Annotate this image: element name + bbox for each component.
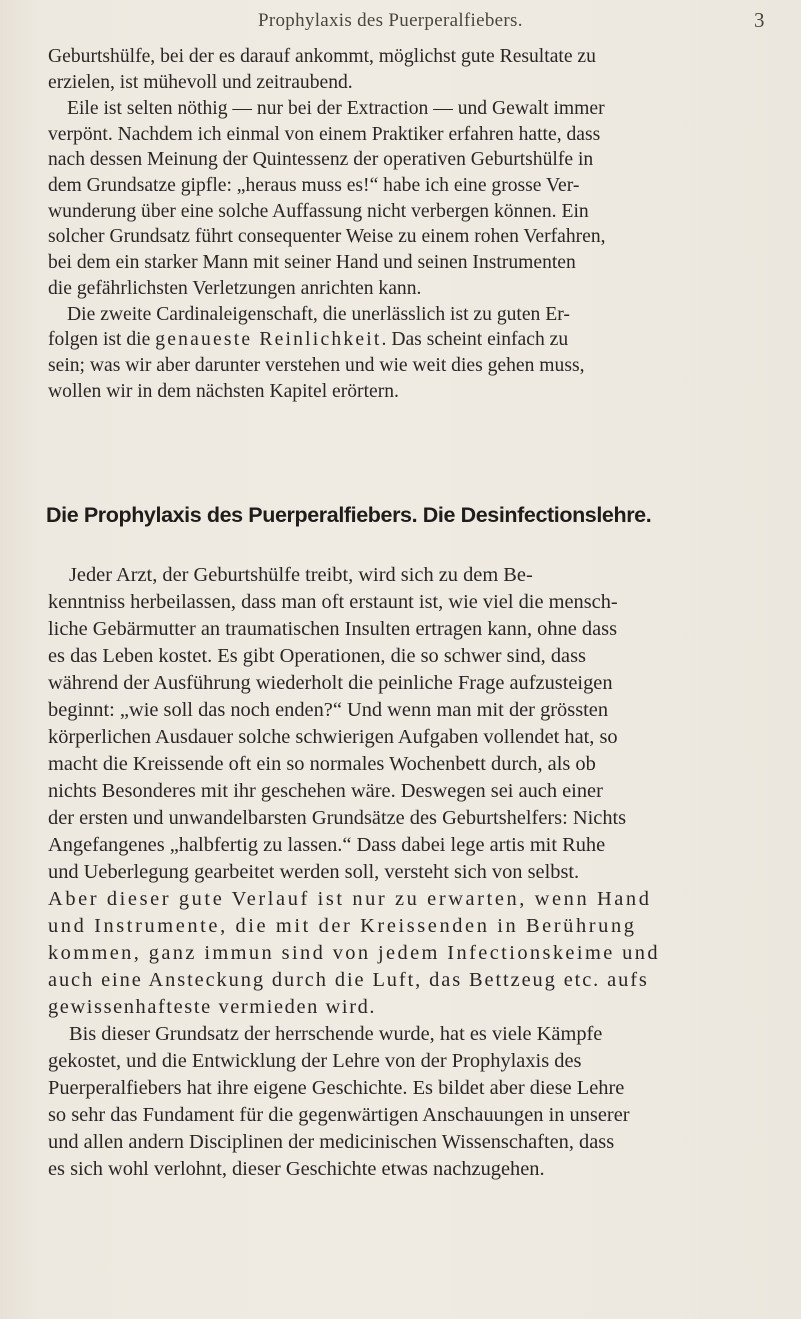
text-line: wollen wir in dem nächsten Kapitel erörtern.	[48, 381, 399, 402]
text-line: beginnt: „wie soll das noch enden?“ Und wenn man mit der grössten	[48, 699, 609, 721]
text-line	[48, 328, 568, 352]
text-line: dem Grundsatze gipfle: „heraus muss es!“ habe ich eine grosse Ver-	[48, 175, 580, 196]
text-line: erzielen, ist mühevoll und zeitraubend.	[48, 72, 353, 93]
text-line: verpönt. Nachdem ich einmal von einem Praktiker erfahren hatte, dass	[48, 124, 601, 145]
text-line: so sehr das Fundament für die gegenwärtigen Anschauungen in unserer	[48, 1104, 630, 1126]
text-line: und Ueberlegung gearbeitet werden soll, versteht sich von selbst.	[48, 861, 580, 883]
emphasized-line: kommen, ganz immun sind von jedem Infectionskeime und	[48, 942, 660, 964]
text-line: Angefangenes „halbfertig zu lassen.“ Dass dabei lege artis mit Ruhe	[48, 834, 606, 856]
text-line: Geburtshülfe, bei der es darauf ankommt, möglichst gute Resultate zu	[48, 46, 596, 67]
line-end: . Das scheint einfach zu	[381, 329, 569, 350]
text-line: die gefährlichsten Verletzungen anrichten kann.	[48, 278, 422, 299]
emphasized-line: Aber dieser gute Verlauf ist nur zu erwarten, wenn Hand	[48, 888, 652, 910]
text-line: Bis dieser Grundsatz der herrschende wurde, hat es viele Kämpfe	[69, 1023, 603, 1045]
text-line: sein; was wir aber darunter verstehen und wie weit dies gehen muss,	[48, 355, 585, 376]
text-line: bei dem ein starker Mann mit seiner Hand und seinen Instrumenten	[48, 252, 576, 273]
line-start: folgen ist die	[48, 329, 156, 350]
text-line: solcher Grundsatz führt consequenter Weise zu einem rohen Verfahren,	[48, 226, 606, 247]
text-line: nichts Besonderes mit ihr geschehen wäre. Deswegen sei auch einer	[48, 780, 603, 802]
text-line: gekostet, und die Entwicklung der Lehre von der Prophylaxis des	[48, 1050, 582, 1072]
emphasized-line: gewissenhafteste vermieden wird.	[48, 996, 377, 1018]
text-line: es sich wohl verlohnt, dieser Geschichte etwas nachzugehen.	[48, 1158, 545, 1180]
text-line: Die zweite Cardinaleigenschaft, die unerlässlich ist zu guten Er-	[67, 304, 570, 325]
page-number: 3	[754, 8, 765, 32]
text-line: und allen andern Disciplinen der medicinischen Wissenschaften, dass	[48, 1131, 615, 1153]
text-line: wunderung über eine solche Auffassung nicht verbergen können. Ein	[48, 201, 589, 222]
text-line: liche Gebärmutter an traumatischen Insulten ertragen kann, ohne dass	[48, 618, 618, 640]
emphasized-term: genaueste Reinlichkeit	[155, 329, 382, 350]
running-title: Prophylaxis des Puerperalfiebers.	[258, 10, 523, 31]
text-line: Puerperalfiebers hat ihre eigene Geschichte. Es bildet aber diese Lehre	[48, 1077, 625, 1099]
text-line: Eile ist selten nöthig — nur bei der Extraction — und Gewalt immer	[67, 98, 605, 119]
text-line: es das Leben kostet. Es gibt Operationen, die so schwer sind, dass	[48, 645, 586, 667]
text-line: der ersten und unwandelbarsten Grundsätze des Geburtshelfers: Nichts	[48, 807, 627, 829]
text-line: Jeder Arzt, der Geburtshülfe treibt, wird sich zu dem Be-	[69, 564, 533, 586]
text-line: körperlichen Ausdauer solche schwierigen Aufgaben vollendet hat, so	[48, 726, 618, 748]
emphasized-line: auch eine Ansteckung durch die Luft, das Bettzeug etc. aufs	[48, 969, 649, 991]
section-heading: Die Prophylaxis des Puerperalfiebers. Die Desinfectionslehre.	[46, 503, 652, 527]
text-line: nach dessen Meinung der Quintessenz der operativen Geburtshülfe in	[48, 149, 594, 170]
text-line: macht die Kreissende oft ein so normales Wochenbett durch, als ob	[48, 753, 596, 775]
text-line: während der Ausführung wiederholt die peinliche Frage aufzusteigen	[48, 672, 613, 694]
text-line: kenntniss herbeilassen, dass man oft erstaunt ist, wie viel die mensch-	[48, 591, 618, 613]
emphasized-line: und Instrumente, die mit der Kreissenden in Berührung	[48, 915, 637, 937]
